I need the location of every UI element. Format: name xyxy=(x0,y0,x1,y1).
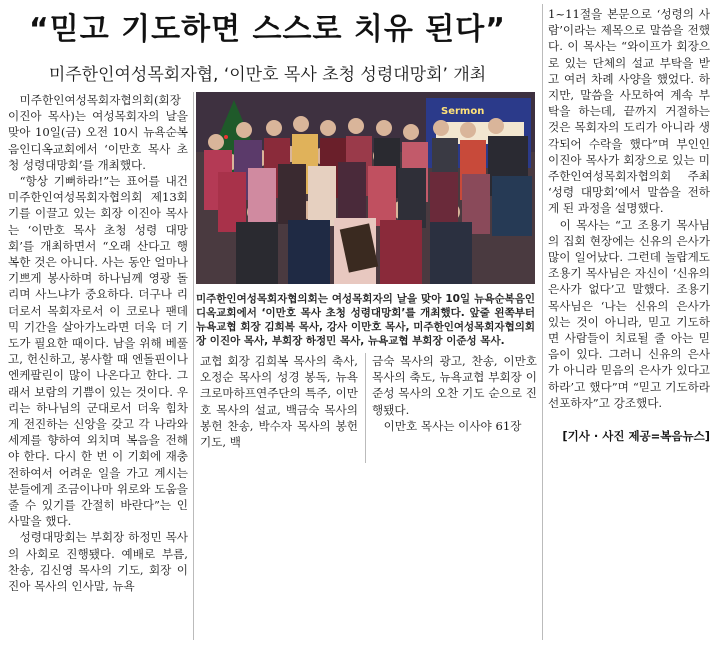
paragraph: 미주한인여성목회자협의회(회장 이진아 목사)는 여성목회자의 날을 맞아 10일(금) 오전 10시 뉴욕순복음인디옥교회에서 ‘이만호 목사 초청 성령대망회’를 개최했다. xyxy=(8,93,188,172)
photo-caption: 미주한인여성목회자협의회는 여성목회자의 날을 맞아 10일 뉴욕순복음인디옥교회에서 ‘이만호 목사 초청 성령대망회’를 개최했다. 앞줄 왼쪽부터 뉴욕교협 회장 김희복 목사, 강사 이만호 목사, 미주한인여성목회자협의회장 이진아 목사, 부회장 하정민 목사, 뉴욕교협 부회장 이준성 목사. xyxy=(196,293,535,347)
group-photo-illustration xyxy=(196,92,535,284)
paragraph: 성령대망회는 부회장 하정민 목사의 사회로 진행됐다. 예배로 부름, 찬송, 김신영 목사의 기도, 회장 이진아 목사의 인사말, 뉴욕 xyxy=(8,530,188,594)
article-column-4 xyxy=(548,6,710,411)
paragraph: 금숙 목사의 광고, 찬송, 이만호 목사의 축도, 뉴욕교협 부회장 이준성 목사의 오찬 기도 순으로 진행됐다. xyxy=(372,354,537,417)
article-column-2 xyxy=(200,353,358,450)
article-subheadline: 미주한인여성목회자협, ‘이만호 목사 초청 성령대망회’ 개최 xyxy=(48,65,487,85)
column-divider xyxy=(365,353,366,463)
paragraph: 이만호 목사는 이사야 61장 xyxy=(383,418,522,433)
column-divider xyxy=(542,4,543,640)
article-column-1 xyxy=(8,92,188,594)
column-divider xyxy=(193,92,194,640)
svg-text:Sermon: Sermon xyxy=(441,106,485,117)
group-photo xyxy=(196,92,535,284)
paragraph: 교협 회장 김희복 목사의 축사, 오정순 목사의 성경 봉독, 뉴욕크로마하프연주단의 특주, 이만호 목사의 설교, 백금숙 목사의 봉헌 찬송, 박수자 목사의 봉헌 기도, 백 xyxy=(200,354,358,450)
paragraph: 1~11절을 본문으로 ‘성령의 사람’이라는 제목으로 말씀을 전했다. 이 목사는 “와이프가 회장으로 있는 단체의 설교 부탁을 받고 여러 차례 사양을 했었다. 하지만, 말씀을 사모하여 계속 부탁을 하는데, 끝까지 거절하는 것은 목회자의 도리가 아니라 생각되어 수락을 했다”며 부인인 이진아 목사가 회장으로 있는 미주한인여성목회자협의회 주최 ‘성령 대망회’에서 말씀을 전하게 된 과정을 설명했다. xyxy=(548,7,710,216)
photo-credit: [기사 · 사진 제공=복음뉴스] xyxy=(562,429,710,443)
article-headline: “믿고 기도하면 스스로 치유 된다” xyxy=(29,12,506,47)
article-column-3 xyxy=(372,353,537,434)
paragraph: 이 목사는 “고 조용기 목사님의 집회 현장에는 신유의 은사가 많이 일어났다. 그런데 놀랍게도 조용기 목사님은 자신이 ‘신유의 은사가 없다’고 말했다. 조용기 목사님은 ‘나는 신유의 은사가 있는 것이 아니라, 믿고 기도하면 사람들이 치료될 줄 아는 믿음이 있다. 그러니 신유의 은사가 아니라 믿음의 은사가 있다고 하라’고 했다”며 “믿고 기도하라 선포하자”고 강조했다. xyxy=(548,217,710,410)
paragraph: “항상 기뻐하라!”는 표어를 내건 미주한인여성목회자협의회 제13회기를 이끌고 있는 회장 이진아 목사는 ‘이만호 목사 초청 성령 대망회’를 개최하면서 “오래 산다고 행복한 것은 아니다. 사는 동안 얼마나 기쁘게 봉사하며 하나님께 영광 돌리며 사느냐가 중요하다. 더구나 리더로서 목회자로서 이 코로나 팬데믹 기간을 살아가노라면 더욱 더 기도가 필요한 때이다. 남을 위해 베풀고, 헌신하고, 봉사할 때 엔돌핀이나 엔케팔린이 많이 나온다고 한다. 그래서 보람의 기쁨이 있는 것이다. 우리는 하나님의 군대로서 더욱 힘차게 전진하는 신앙을 갖고 각 나라와 세계를 향하여 외치며 복음을 전해야 한다. 다시 한 번 이 기회에 재충전하여서 어려운 일을 가고 계시는 분들에게 조금이나마 위로와 도움을 줄 수 있기를 간절히 바란다”는 인사말을 했다. xyxy=(8,174,188,529)
